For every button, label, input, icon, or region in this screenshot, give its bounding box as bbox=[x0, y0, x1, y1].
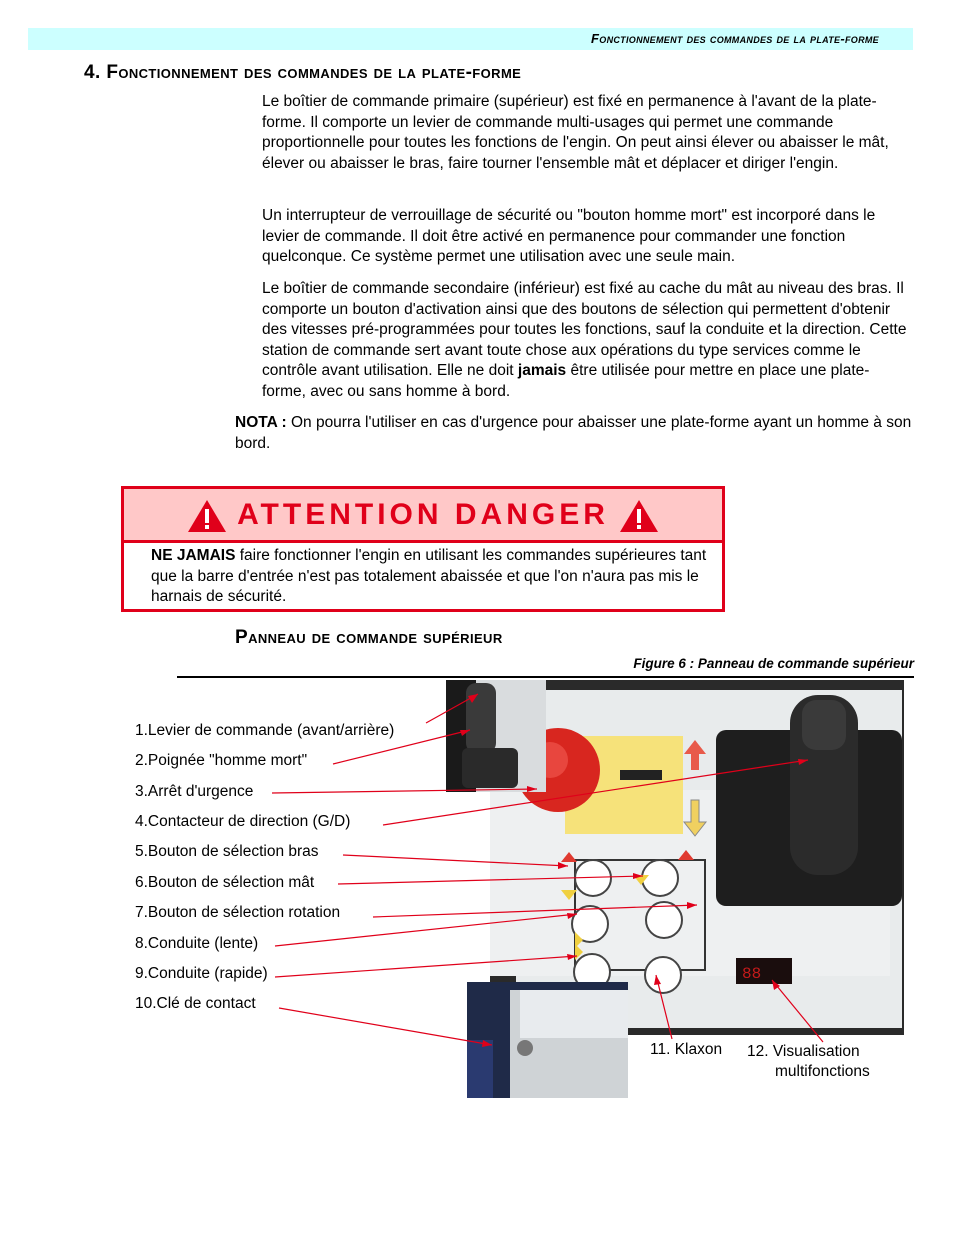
figure-caption: Figure 6 : Panneau de commande supérieur bbox=[633, 656, 914, 671]
label-key-switch: 10.Clé de contact bbox=[135, 995, 256, 1012]
nota-text: On pourra l'utiliser en cas d'urgence pour abaisser une plate-forme ayant un homme à son bord. bbox=[235, 414, 912, 452]
label-display bbox=[747, 1042, 870, 1082]
label-mast-select: 6.Bouton de sélection mât bbox=[135, 874, 315, 891]
panel-section-title: Panneau de commande supérieur bbox=[235, 627, 503, 648]
danger-emphasis: NE JAMAIS bbox=[151, 547, 236, 564]
nota-label: NOTA : bbox=[235, 414, 287, 431]
paragraph-1: Le boîtier de commande primaire (supérieur) est fixé en permanence à l'avant de la plate-forme. Il comporte un levier de commande multi-usages qui permet une commande proportionnelle pour toutes les fonctions de l'engin. On peut ainsi élever ou abaisser le mât, élever ou abaisser le bras, faire tourner l'ensemble mât et déplacer et diriger l'engin. bbox=[262, 93, 889, 172]
joystick-inset-photo bbox=[446, 680, 546, 792]
label-display-line2: multifonctions bbox=[775, 1063, 870, 1080]
label-rotation-select: 7.Bouton de sélection rotation bbox=[135, 904, 341, 921]
paragraph-3-emphasis: jamais bbox=[517, 362, 567, 379]
danger-body-text: faire fonctionner l'engin en utilisant les commandes supérieures tant que la barre d'entrée n'est pas totalement abaissée et que l'on n'aura pas mis le harnais de sécurité. bbox=[151, 547, 707, 605]
horn-button-icon bbox=[645, 957, 681, 993]
section-title: 4. Fonctionnement des commandes de la plate-forme bbox=[84, 62, 522, 83]
paragraph-2: Un interrupteur de verrouillage de sécurité ou "bouton homme mort" est incorporé dans le levier de commande. Il doit être activé en permanence pour commander une fonction quelconque. Ce système permet une utilisation avec une seule main. bbox=[262, 207, 876, 265]
svg-text:88: 88 bbox=[742, 965, 762, 983]
paragraph-3-end: être utilisée pour mettre en place une plate-forme, avec ou sans homme à bord. bbox=[262, 362, 870, 400]
key-switch-inset-photo bbox=[467, 982, 628, 1098]
label-display-line1: 12. Visualisation bbox=[747, 1043, 860, 1060]
label-drive-fast: 9.Conduite (rapide) bbox=[135, 965, 268, 982]
main-panel-photo bbox=[490, 680, 904, 1035]
key-switch-icon bbox=[517, 1040, 533, 1056]
paragraph-3-start: Le boîtier de commande secondaire (inférieur) est fixé au cache du mât au niveau des bras. Il comporte un bouton d'activation ainsi que des boutons de sélection qui permettent d'obtenir des vitesses pré-programmées pour toutes les fonctions, sauf la conduite et la direction. Cette station de commande sert avant toute chose aux opérations du type services comme le contrôle avant utilisation. Elle ne doit bbox=[262, 280, 907, 379]
danger-title: ATTENTION DANGER bbox=[237, 498, 609, 531]
label-horn: 11. Klaxon bbox=[650, 1041, 723, 1058]
label-deadman-grip: 2.Poignée "homme mort" bbox=[135, 752, 308, 769]
label-boom-select: 5.Bouton de sélection bras bbox=[135, 843, 319, 860]
label-drive-slow: 8.Conduite (lente) bbox=[135, 935, 259, 952]
running-title: Fonctionnement des commandes de la plate-forme bbox=[591, 31, 879, 46]
label-joystick: 1.Levier de commande (avant/arrière) bbox=[135, 722, 395, 739]
label-emergency-stop: 3.Arrêt d'urgence bbox=[135, 783, 254, 800]
label-steering-switch: 4.Contacteur de direction (G/D) bbox=[135, 813, 351, 830]
